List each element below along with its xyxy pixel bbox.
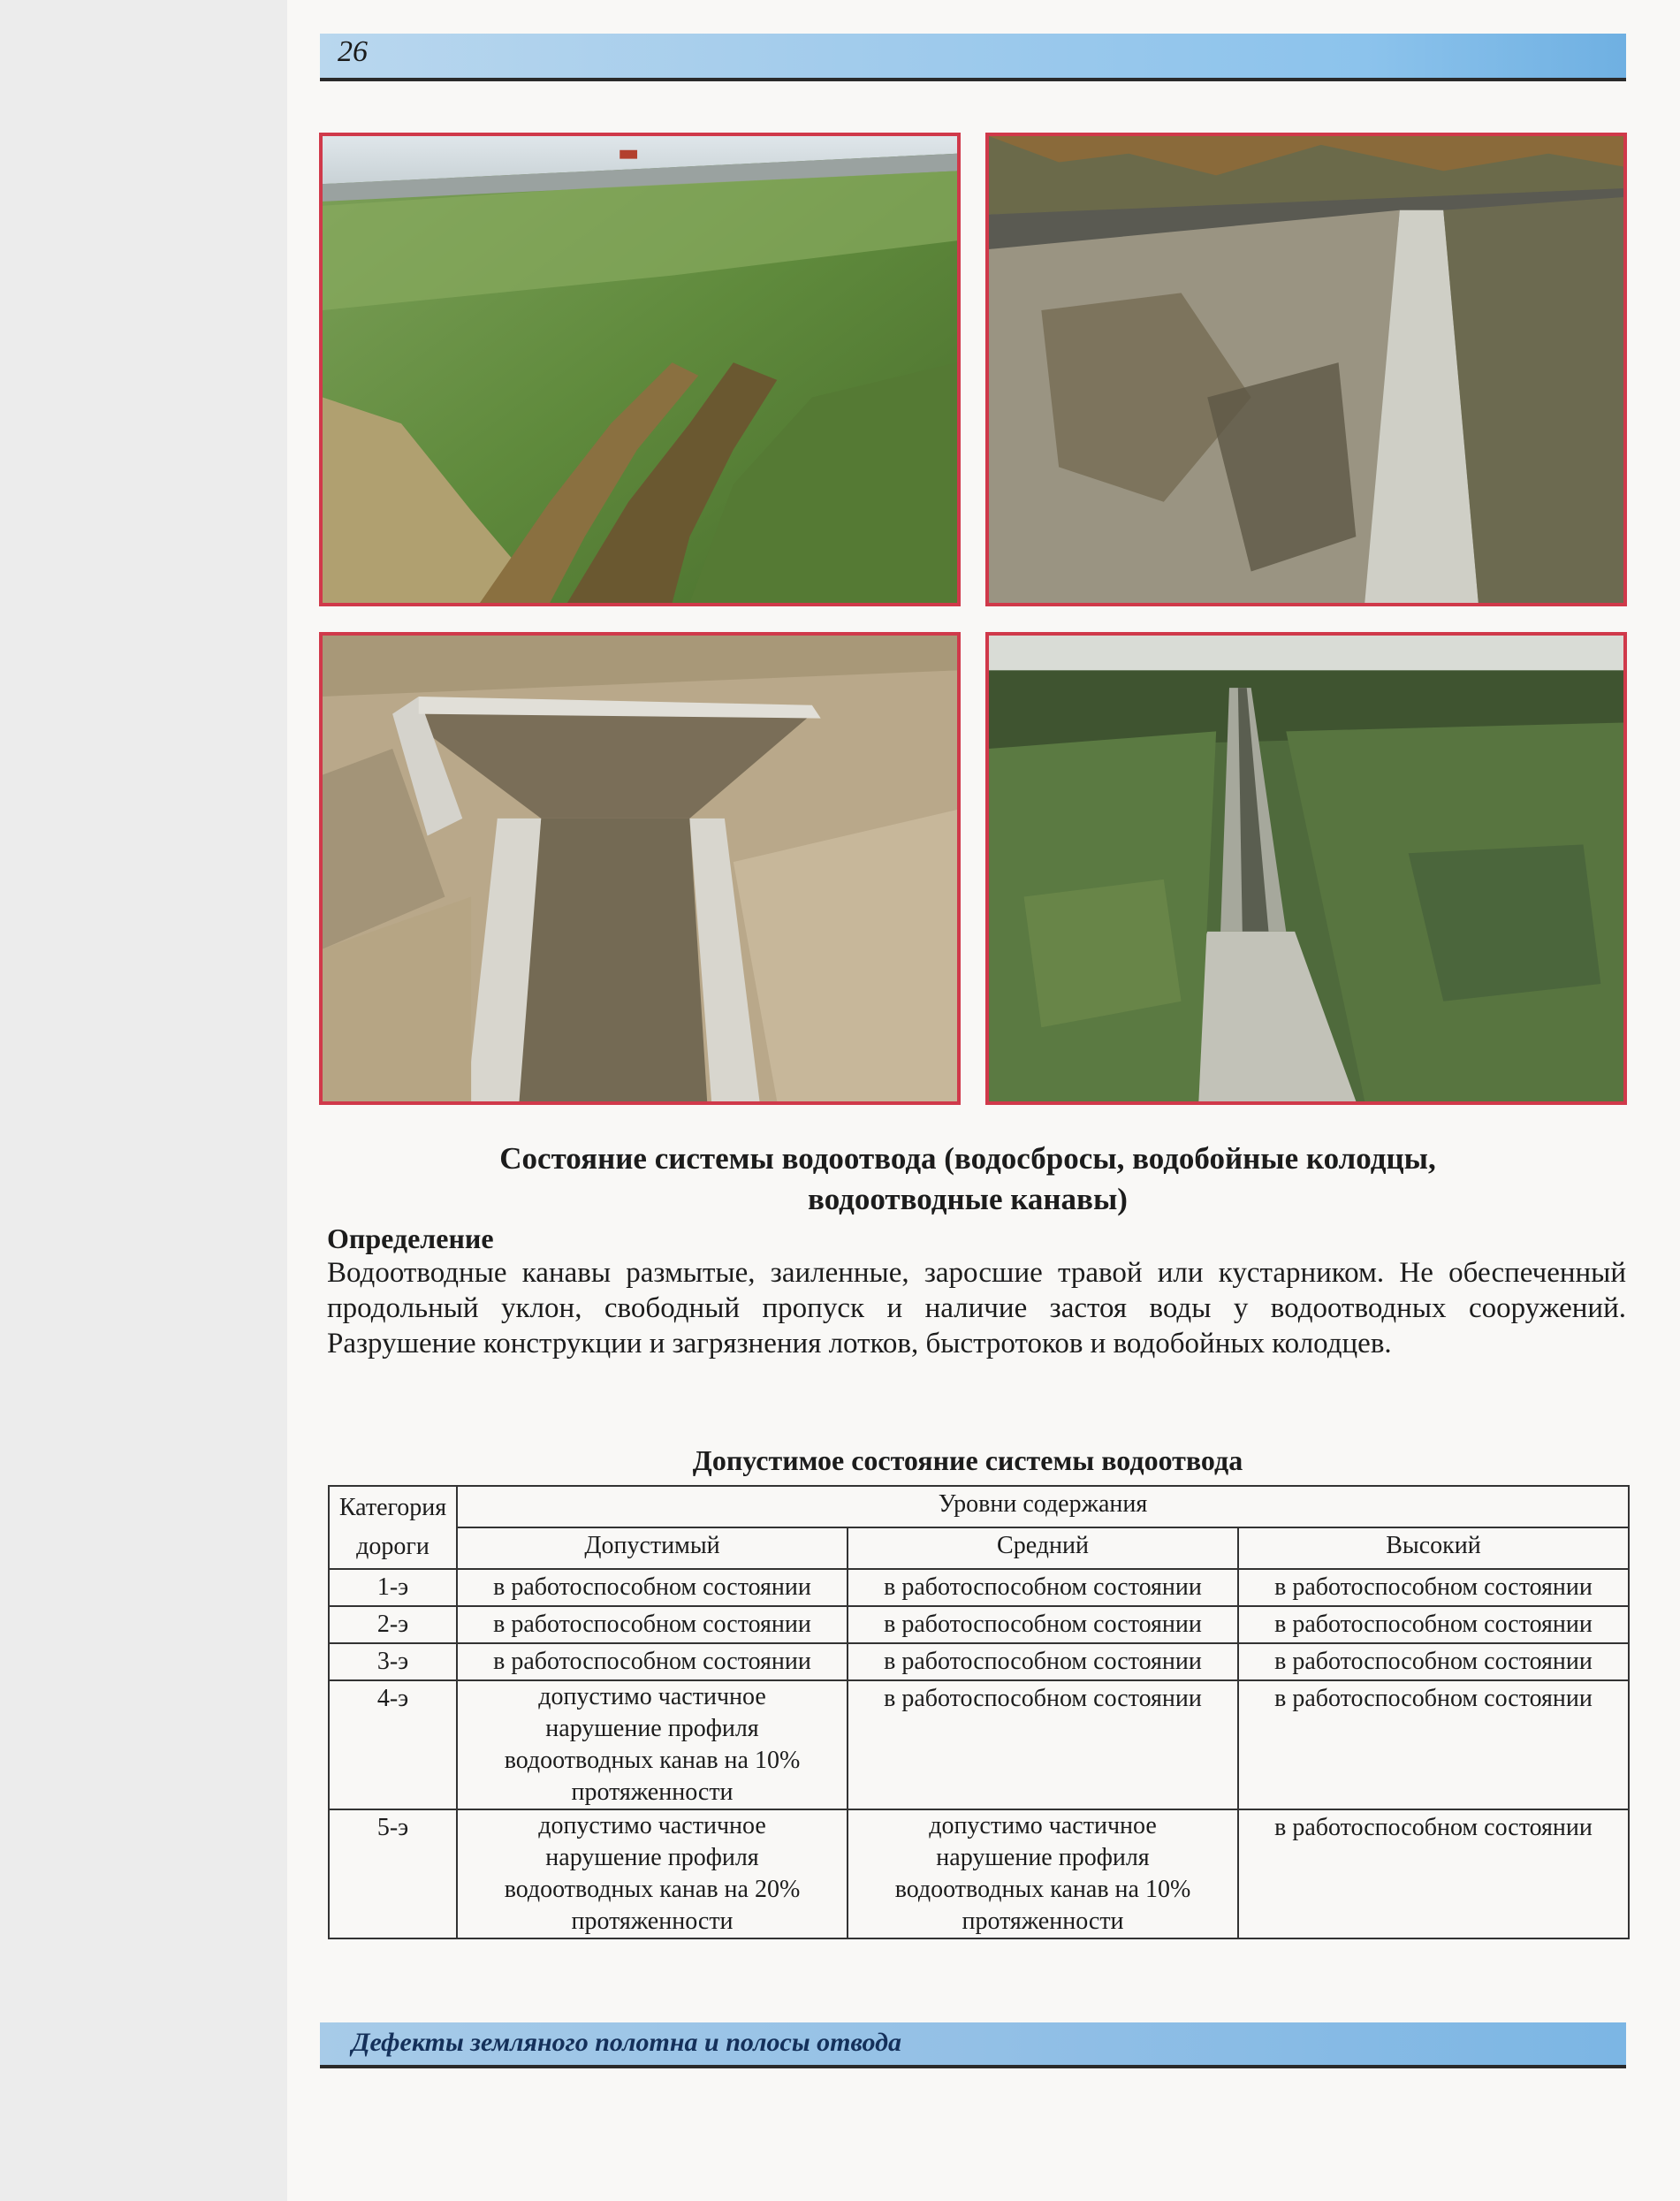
row-cell: в работоспособном состоянии [848,1643,1238,1680]
row-cell: в работоспособном состоянии [1238,1569,1629,1606]
table-title: Допустимое состояние системы водоотвода [692,1444,1243,1476]
table-header-row-2 [329,1527,1629,1569]
row-category: 1-э [329,1569,457,1606]
row-cell: в работоспособном состоянии [457,1606,848,1643]
header-levels: Уровни содержания [457,1486,1629,1527]
row-cell: допустимо частичное нарушение профиля водоотводных канав на 10% протяженности [848,1809,1238,1938]
row-cell: в работоспособном состоянии [848,1569,1238,1606]
header-level-high: Высокий [1238,1527,1629,1569]
row-cell: допустимо частичное нарушение профиля водоотводных канав на 20% протяженности [457,1809,848,1938]
definition-heading: Определение [327,1222,494,1254]
row-cell: в работоспособном состоянии [1238,1680,1629,1809]
row-category: 2-э [329,1606,457,1643]
row-category: 4-э [329,1680,457,1809]
header-level-medium: Средний [848,1527,1238,1569]
header-category [329,1486,457,1569]
definition-text: Водоотводные канавы размытые, заиленные, заросшие травой или кустарником. Не обеспеченный продольный уклон, свободный пропуск и наличие застоя воды у водоотводных сооружений. Разрушение конструкции и загрязнения лотков, быстротоков и водобойных колодцев. [327,1257,1626,1359]
table-row [329,1643,1629,1680]
section-title-line-1: Состояние системы водоотвода (водосбросы, водобойные колодцы, [499,1141,1436,1176]
concrete-spillway-photo [319,632,961,1105]
table-row [329,1569,1629,1606]
row-cell: в работоспособном состоянии [848,1606,1238,1643]
header-level-allowable: Допустимый [457,1527,848,1569]
header-band [320,34,1626,81]
row-category: 5-э [329,1809,457,1938]
row-cell: в работоспособном состоянии [1238,1606,1629,1643]
header-category-top: Категория [338,1494,447,1521]
row-cell: допустимо частичное нарушение профиля водоотводных канав на 10% протяженности [457,1680,848,1809]
table-header-row-1 [329,1486,1629,1527]
page-number: 26 [338,35,368,68]
row-category: 3-э [329,1643,457,1680]
section-title-line-2: водоотводные канавы) [808,1182,1128,1216]
header-category-bottom: дороги [356,1533,430,1560]
table-row [329,1680,1629,1809]
overgrown-concrete-tray-photo [985,632,1627,1105]
row-cell: в работоспособном состоянии [1238,1643,1629,1680]
table-row [329,1606,1629,1643]
row-cell: в работоспособном состоянии [848,1680,1238,1809]
drainage-ditch-grass-photo [319,133,961,606]
table-row [329,1809,1629,1938]
row-cell: в работоспособном состоянии [457,1569,848,1606]
eroded-ditch-roadside-photo [985,133,1627,606]
footer-running-title: Дефекты земляного полотна и полосы отвода [352,2028,902,2057]
row-cell: в работоспособном состоянии [457,1643,848,1680]
row-cell: в работоспособном состоянии [1238,1809,1629,1938]
maintenance-levels-table [328,1485,1630,1939]
section-title [336,1139,1600,1220]
